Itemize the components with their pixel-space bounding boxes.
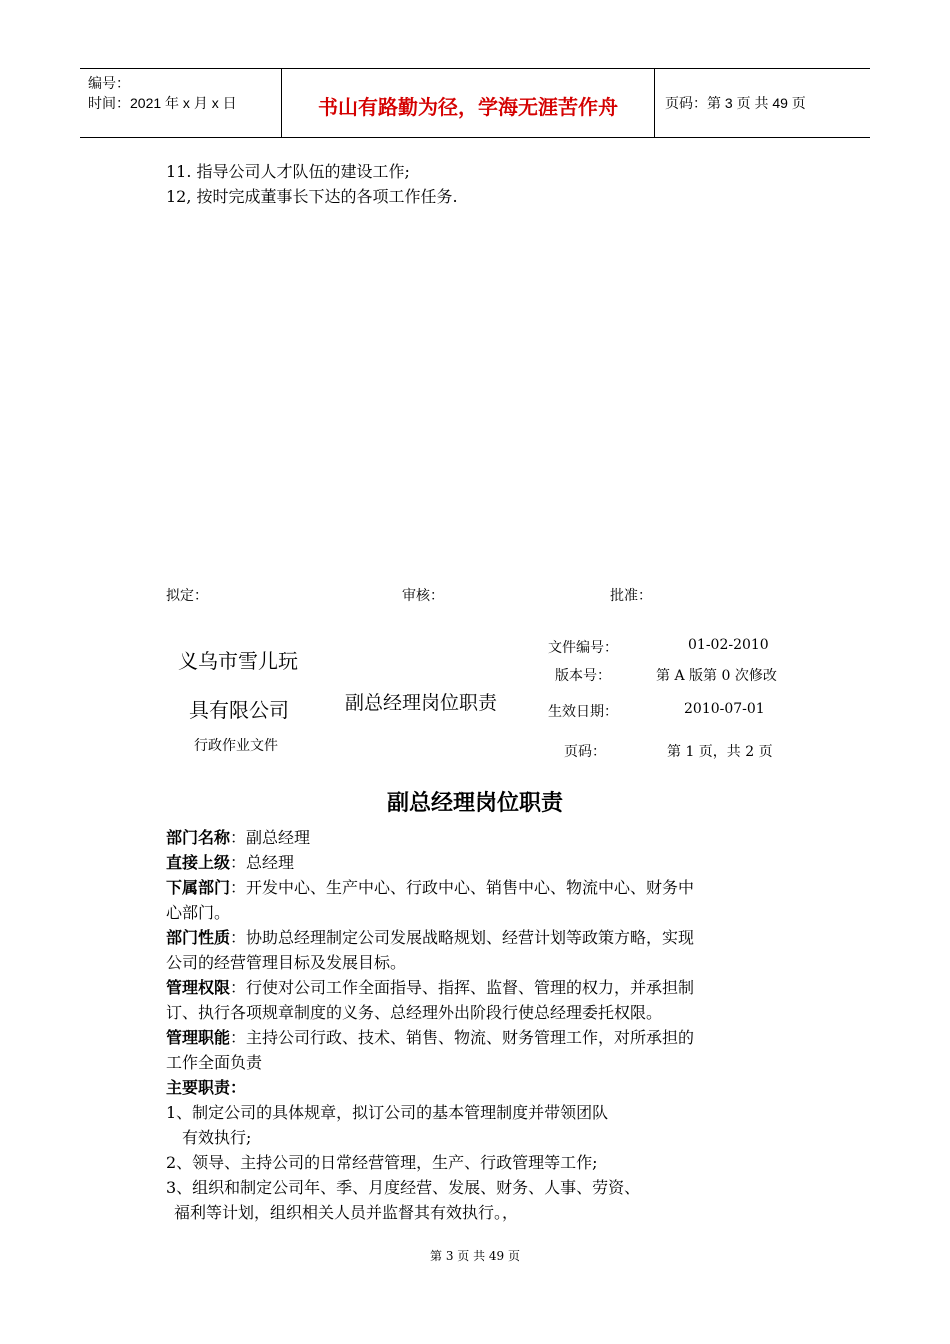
duty-2: 2、领导、主持公司的日常经营管理，生产、行政管理等工作; (166, 1153, 598, 1172)
code-label: 编号： (88, 75, 130, 91)
field-superior-label: 直接上级 (166, 853, 231, 872)
page-header (80, 68, 870, 138)
time-label: 时间：2021 年 x 月 x 日 (88, 95, 237, 111)
company-name-line1: 义乌市雪儿玩 (178, 649, 298, 673)
duty-3-cont: 福利等计划，组织相关人员并监督其有效执行。， (174, 1203, 519, 1222)
header-meta (80, 69, 282, 137)
field-dept-value: ：副总经理 (230, 828, 311, 847)
field-function-value: ：主持公司行政、技术、销售、物流、财务管理工作，对所承担的 (230, 1028, 695, 1047)
file-no-value: 01-02-2010 (688, 637, 769, 653)
motto-text: 书山有路勤为径，学海无涯苦作舟 (318, 94, 618, 119)
signature-approve: 批准： (610, 588, 652, 604)
main-title: 副总经理岗位职责 (386, 791, 563, 816)
prev-item-12: 12, 按时完成董事长下达的各项工作任务. (166, 187, 458, 206)
field-function-cont: 工作全面负责 (166, 1053, 263, 1072)
version-label: 版本号： (555, 668, 611, 684)
field-function-label: 管理职能 (166, 1028, 231, 1047)
field-authority-cont: 订、执行各项规章制度的义务、总经理外出阶段行使总经理委托权限。 (166, 1003, 663, 1022)
field-nature-cont: 公司的经营管理目标及发展目标。 (166, 953, 407, 972)
field-dept-label: 部门名称 (166, 828, 231, 847)
duty-1: 1、制定公司的具体规章，拟订公司的基本管理制度并带领团队 (166, 1103, 609, 1122)
field-dept (166, 827, 310, 849)
page-label: 页码： (564, 744, 606, 760)
field-nature-label: 部门性质 (166, 928, 231, 947)
field-superior-value: ：总经理 (230, 853, 295, 872)
signature-draft: 拟定： (166, 588, 208, 604)
field-authority-label: 管理权限 (166, 978, 231, 997)
effective-label: 生效日期： (548, 704, 618, 720)
field-nature-value: ：协助总经理制定公司发展战略规划、经营计划等政策方略，实现 (230, 928, 695, 947)
version-value: 第 A 版第 0 次修改 (656, 668, 777, 684)
file-no-label: 文件编号： (548, 640, 618, 656)
header-motto (282, 69, 655, 137)
field-function (166, 1027, 694, 1049)
doc-title: 副总经理岗位职责 (345, 692, 498, 714)
field-nature (166, 927, 694, 949)
duties-label: 主要职责： (166, 1078, 247, 1097)
prev-item-11: 11. 指导公司人才队伍的建设工作; (166, 162, 410, 181)
page-value: 第 1 页，共 2 页 (667, 744, 773, 760)
field-authority (166, 977, 694, 999)
field-sub (166, 877, 694, 899)
company-name-line2: 具有限公司 (189, 698, 289, 722)
field-sub-cont: 心部门。 (166, 903, 231, 922)
page-footer: 第 3 页 共 49 页 (430, 1249, 520, 1263)
field-authority-value: ：行使对公司工作全面指导、指挥、监督、管理的权力，并承担制 (230, 978, 695, 997)
field-sub-value: ：开发中心、生产中心、行政中心、销售中心、物流中心、财务中 (230, 878, 695, 897)
field-superior (166, 852, 294, 874)
duty-1-cont: 有效执行; (182, 1128, 252, 1147)
duty-3: 3、组织和制定公司年、季、月度经营、发展、财务、人事、劳资、 (166, 1178, 641, 1197)
field-sub-label: 下属部门 (166, 878, 231, 897)
doc-category: 行政作业文件 (194, 738, 278, 754)
effective-value: 2010-07-01 (684, 701, 765, 717)
header-page-info: 页码：第 3 页 共 49 页 (665, 95, 806, 111)
signature-review: 审核： (402, 588, 444, 604)
